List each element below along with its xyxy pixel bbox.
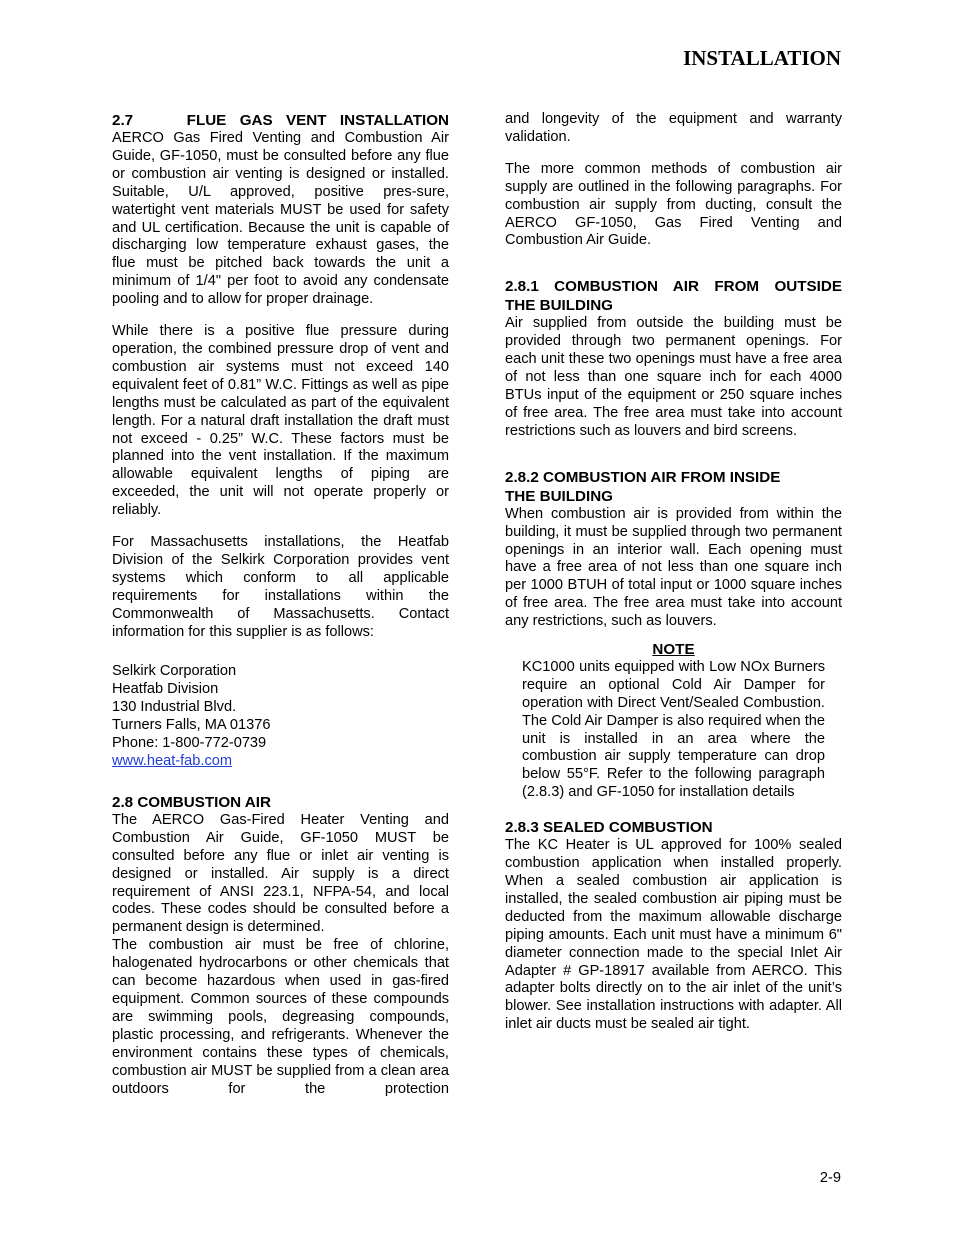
section-2-7-paragraph-3: For Massachusetts installations, the Heatfab Division of the Selkirk Corporation provides vent systems which conform to all applicable requirements for installations within the Commonwealth of Massachusetts. Contact information for this supplier is as follows: <box>112 534 449 640</box>
section-2-7-paragraph-1: AERCO Gas Fired Venting and Combustion Air Guide, GF-1050, must be consulted before any flue or combustion air venting is designed or installed. Suitable, U/L approved, positive pres-sure, watertight vent materials MUST be used for safety and UL certification. Because the unit is capable of discharging low temperature exhaust gases, the flue must be pitched back towards the unit a minimum of 1/4" per foot to avoid any condensate pooling and to allow for proper drainage. <box>112 130 449 308</box>
combustion-methods-paragraph: The more common methods of combustion air supply are outlined in the following paragraphs. For combustion air supply from ducting, consult the AERCO GF-1050, Gas Fired Venting and Combustion Air Guide. <box>505 160 842 249</box>
address-line: Selkirk Corporation <box>112 663 237 680</box>
supplier-website-link[interactable]: www.heat-fab.com <box>112 753 233 769</box>
section-2-7-heading: 2.7 FLUE GAS VENT INSTALLATION <box>112 112 449 129</box>
section-2-8-2-paragraph: When combustion air is provided from within the building, it must be supplied through two permanent openings in an interior wall. Each opening must have a free area of not less than one square inch per 1000 BTUH of total input or 1000 square inches of free area. The free area must take into account any restrictions, such as louvers. <box>505 505 842 630</box>
section-2-8-heading: 2.8 COMBUSTION AIR <box>112 793 271 811</box>
section-2-8-1-heading: 2.8.1 COMBUSTION AIR FROM OUTSIDE <box>505 278 842 296</box>
address-line: Heatfab Division <box>112 681 219 698</box>
section-2-7-paragraph-2: While there is a positive flue pressure during operation, the combined pressure drop of vent and combustion air systems must not exceed 140 equivalent feet of 0.81” W.C. Fittings as well as pipe lengths must be calculated as part of the equivalent length. For a natural draft installation the draft must not exceed - 0.25” W.C. These factors must be planned into the vent installation. If the maximum allowable equivalent lengths of piping are exceeded, the unit will not operate properly or reliably. <box>112 323 449 519</box>
right-column <box>505 111 842 1034</box>
page-number: 2-9 <box>819 1170 841 1186</box>
address-phone: Phone: 1-800-772-0739 <box>112 735 267 752</box>
continued-paragraph: and longevity of the equipment and warranty validation. <box>505 111 842 145</box>
section-2-8-3-paragraph: The KC Heater is UL approved for 100% sealed combustion application when installed properly. When a sealed combustion air application is installed, the sealed combustion air piping must be deducted from the maximum allowable discharge piping amounts. Each unit must have a minimum 6" diameter connection made to the special Inlet Air Adapter # GP-18917 available from AERCO. This adapter bolts directly on to the air inlet of the unit’s blower. See installation instructions with adapter. All inlet air ducts must be sealed air tight. <box>505 837 842 1033</box>
page-header: INSTALLATION <box>683 46 841 70</box>
section-2-8-paragraph-1: The AERCO Gas-Fired Heater Venting and Combustion Air Guide, GF-1050 MUST be consulted before any flue or inlet air venting is designed or installed. Air supply is a direct requirement of ANSI 223.1, NFPA-54, and local codes. These codes should be consulted before a permanent design is determined. <box>112 811 449 936</box>
section-2-8-1-paragraph: Air supplied from outside the building must be provided through two permanent openings. For each unit these two openings must have a free area of not less than one square inch for each 4000 BTUs input of the equipment or 250 square inches of free area. The free area must take into account restrictions such as louvers and bird screens. <box>505 315 842 439</box>
address-line: Turners Falls, MA 01376 <box>112 717 271 734</box>
note-title: NOTE <box>652 641 695 659</box>
address-line: 130 Industrial Blvd. <box>112 699 237 716</box>
left-column <box>112 111 449 1098</box>
section-2-8-2-heading: 2.8.2 COMBUSTION AIR FROM INSIDE <box>505 468 781 486</box>
supplier-address <box>112 663 449 770</box>
section-2-8-3-heading: 2.8.3 SEALED COMBUSTION <box>505 819 713 837</box>
section-2-8-2-heading-cont: THE BUILDING <box>505 487 613 505</box>
note-body: KC1000 units equipped with Low NOx Burners require an optional Cold Air Damper for operation with Direct Vent/Sealed Combustion. The Cold Air Damper is also required when the unit is installed in an area where the combustion air supply temperature can drop below 55°F. Refer to the following paragraph (2.8.3) and GF-1050 for installation details <box>522 658 825 801</box>
section-2-8-1-heading-cont: THE BUILDING <box>505 297 613 315</box>
section-2-8-paragraph-2: The combustion air must be free of chlorine, halogenated hydrocarbons or other chemicals that can become hazardous when used in gas-fired equipment. Common sources of these compounds are swimming pools, degreasing compounds, plastic processing, and refrigerants. Whenever the environment contains these types of chemicals, combustion air MUST be supplied from a clean area outdoors for the protection <box>112 937 449 1097</box>
